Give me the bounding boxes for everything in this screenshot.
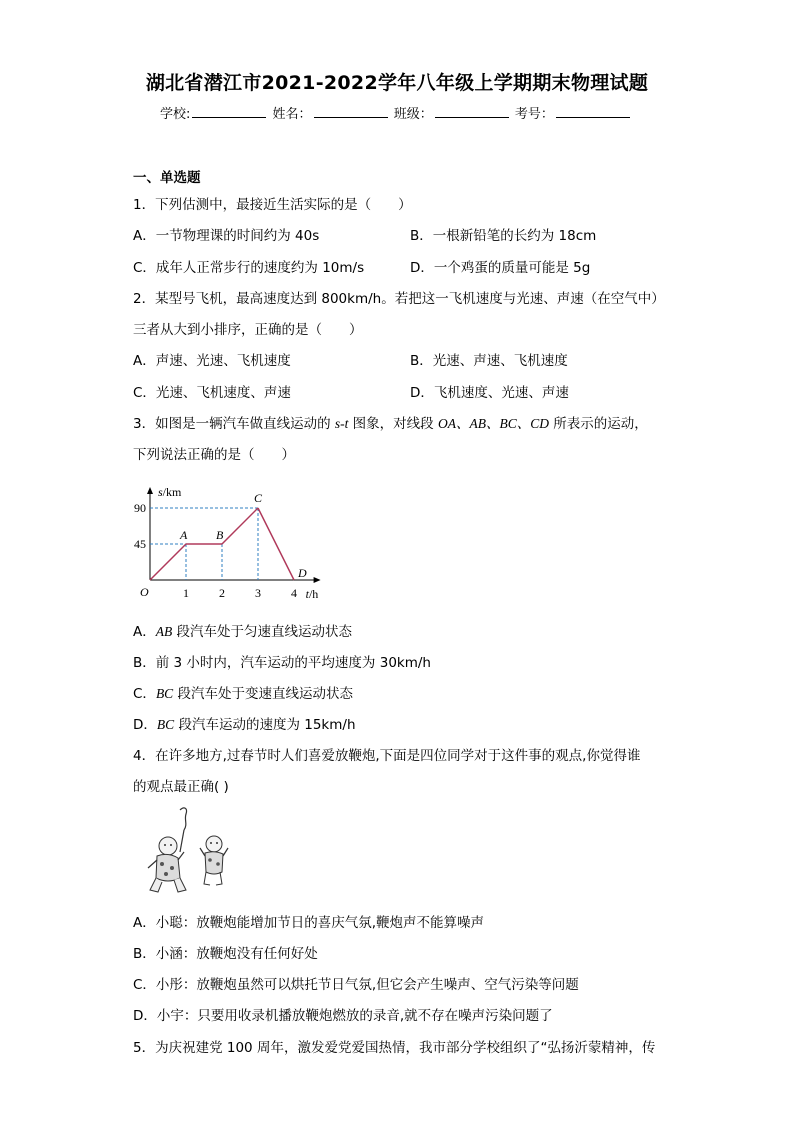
q4-option-b: B．小涵：放鞭炮没有任何好处 (133, 946, 318, 962)
q2-option-c: C．光速、飞机速度、声速 (133, 385, 291, 401)
segment-label: BC (156, 717, 175, 732)
x-axis-label: t/h (305, 587, 319, 601)
origin-label: O (140, 585, 149, 599)
option-letter: A． (133, 624, 156, 640)
q2-stem-line1: 2．某型号飞机，最高速度达到 800km/h。若把这一飞机速度与光速、声速（在空气中） (133, 291, 665, 307)
q3-stem-part: 3．如图是一辆汽车做直线运动的 (133, 416, 335, 432)
segment-CD (258, 508, 294, 580)
student-info-line (160, 103, 632, 122)
option-text: 段汽车处于匀速直线运动状态 (172, 624, 353, 640)
x-tick-label: 1 (183, 586, 189, 600)
class-blank[interactable] (435, 105, 509, 118)
point-label-A: A (180, 528, 188, 542)
q3-stem-line2: 下列说法正确的是（ ） (133, 447, 295, 463)
page-title: 湖北省潜江市2021-2022学年八年级上学期期末物理试题 (145, 72, 649, 94)
q2-option-d: D．飞机速度、光速、声速 (410, 385, 569, 401)
q1-option-a: A．一节物理课的时间约为 40s (133, 228, 320, 244)
s-t-graph (134, 470, 358, 602)
q1-stem: 1．下列估测中，最接近生活实际的是（ ） (133, 197, 412, 213)
q3-stem-part: 所表示的运动， (548, 416, 648, 432)
q3-option-d (133, 713, 356, 733)
q4-option-a: A．小聪：放鞭炮能增加节日的喜庆气氛,鞭炮声不能算噪声 (133, 915, 485, 931)
option-text: 段汽车运动的速度为 15km/h (174, 717, 356, 733)
y-tick-label: 90 (134, 501, 146, 515)
q4-option-d: D．小宇：只要用收录机播放鞭炮燃放的录音,就不存在噪声污染问题了 (133, 1008, 553, 1024)
option-text: 段汽车处于变速直线运动状态 (173, 686, 353, 702)
section-heading: 一、单选题 (133, 170, 201, 186)
point-label-B: B (216, 528, 224, 542)
q4-option-c: C．小彤：放鞭炮虽然可以烘托节日气氛,但它会产生噪声、空气污染等问题 (133, 977, 579, 993)
x-tick-label: 4 (291, 586, 297, 600)
x-axis-arrow (314, 577, 321, 583)
y-tick-label: 45 (134, 537, 146, 551)
q5-stem-line1: 5．为庆祝建党 100 周年，激发爱党爱国热情，我市部分学校组织了“弘扬沂蒙精神，传 (133, 1040, 656, 1056)
name-label: 姓名： (272, 107, 312, 122)
q4-stem-line1: 4．在许多地方,过春节时人们喜爱放鞭炮,下面是四位同学对于这件事的观点,你觉得谁 (133, 748, 641, 764)
school-label: 学校: (160, 107, 191, 122)
number-label: 考号： (514, 107, 554, 122)
q1-option-b: B．一根新铅笔的长约为 18cm (410, 228, 597, 244)
segment-label: AB (155, 624, 173, 639)
q3-st-term: s-t (334, 416, 349, 431)
q3-option-c (133, 682, 353, 702)
segment-OA (150, 544, 186, 580)
q1-option-d: D．一个鸡蛋的质量可能是 5g (410, 260, 591, 276)
q2-option-a: A．声速、光速、飞机速度 (133, 353, 291, 369)
segment-BC (222, 508, 258, 544)
class-label: 班级： (393, 107, 433, 122)
q2-stem-line2: 三者从大到小排序，正确的是（ ） (133, 322, 363, 338)
q3-option-a (133, 620, 352, 640)
x-tick-label: 2 (219, 586, 225, 600)
q1-option-c: C．成年人正常步行的速度约为 10m/s (133, 260, 365, 276)
q2-option-b: B．光速、声速、飞机速度 (410, 353, 568, 369)
q3-stem-part: 图象，对线段 (348, 416, 438, 432)
point-label-D: D (298, 566, 307, 580)
number-blank[interactable] (556, 105, 630, 118)
firecracker-children-illustration (140, 804, 235, 896)
point-label-C: C (254, 491, 263, 505)
name-blank[interactable] (314, 105, 388, 118)
q3-stem-line1 (133, 412, 648, 432)
school-blank[interactable] (192, 105, 266, 118)
q4-stem-line2: 的观点最正确( ) (133, 779, 229, 795)
y-axis-label: s/km (158, 485, 182, 499)
y-axis-arrow (147, 487, 153, 494)
q3-segments: OA、AB、BC、CD (437, 416, 549, 431)
segment-label: BC (155, 686, 174, 701)
q3-option-b: B．前 3 小时内，汽车运动的平均速度为 30km/h (133, 655, 431, 671)
option-letter: C． (133, 686, 156, 702)
option-letter: D． (133, 717, 157, 733)
x-tick-label: 3 (255, 586, 261, 600)
